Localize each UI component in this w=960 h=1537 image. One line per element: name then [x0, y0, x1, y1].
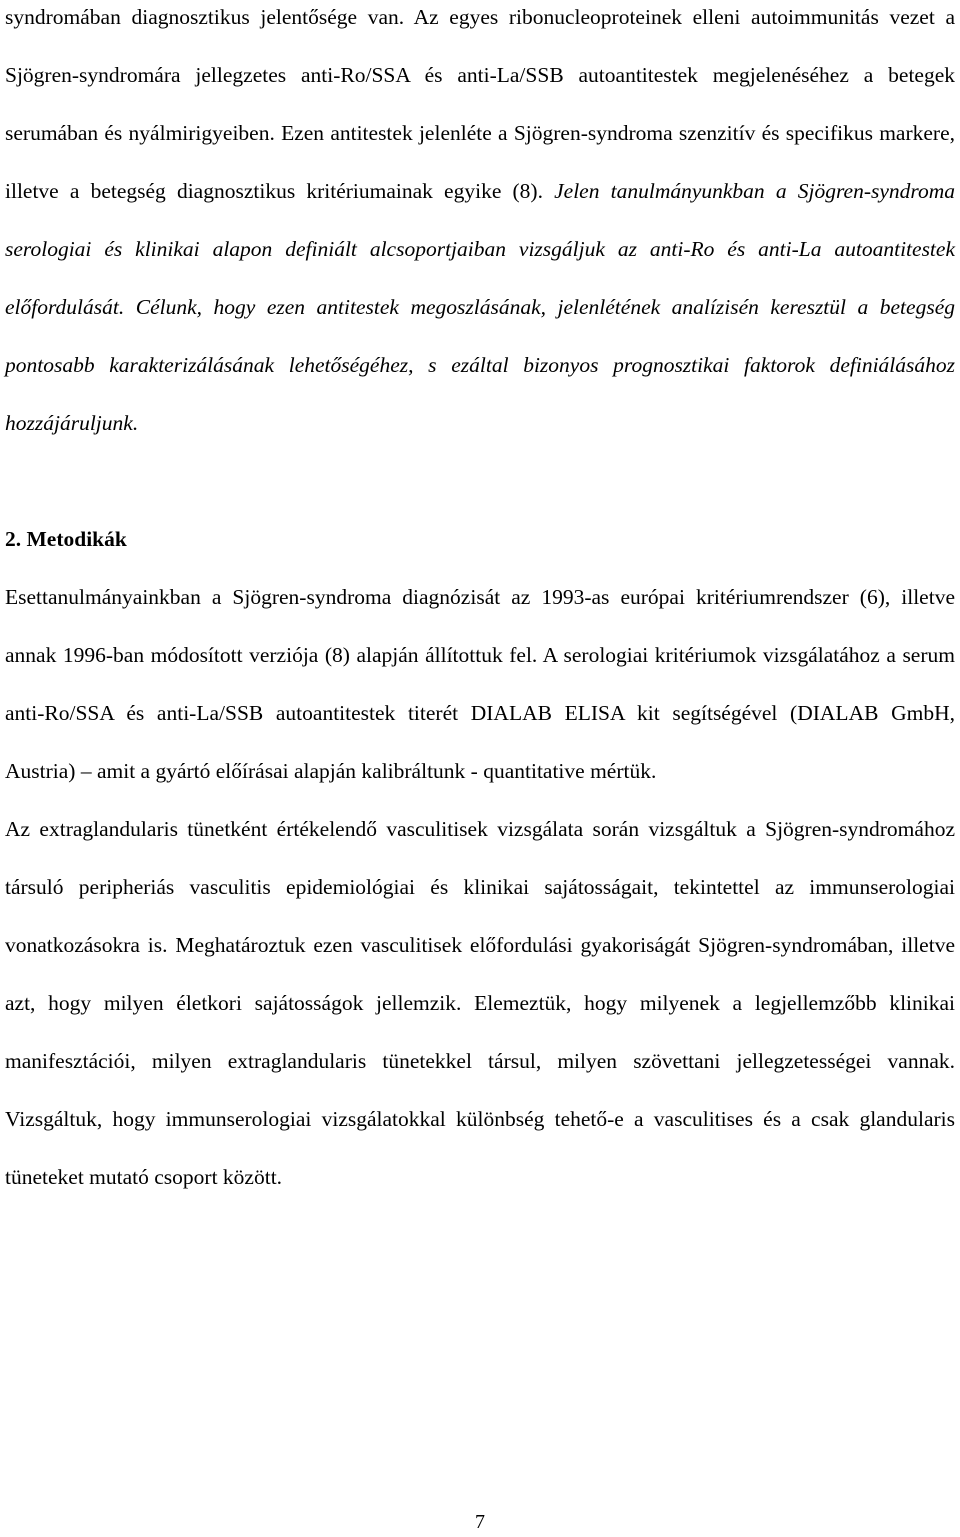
document-page [5, 0, 955, 1206]
intro-italic-text: Jelen tanulmányunkban a Sjögren-syndroma serologiai és klinikai alapon definiált alcsoportjaiban vizsgáljuk az anti-Ro és anti-La autoantitestek előfordulását. Célunk, hogy ezen antitestek megoszlásának, jelenlétének analízisén keresztül a betegség pontosabb karakterizálásának lehetőségéhez, s ezáltal bizonyos prognosztikai faktorok definiálásához hozzájáruljunk. [5, 179, 955, 435]
intro-paragraph [5, 0, 955, 452]
page-number: 7 [475, 1511, 485, 1533]
methods-paragraph-1: Esettanulmányainkban a Sjögren-syndroma diagnózisát az 1993-as európai kritériumrendszer (6), illetve annak 1996-ban módosított verziója (8) alapján állítottuk fel. A serologiai kritériumok vizsgálatához a serum anti-Ro/SSA és anti-La/SSB autoantitestek titerét DIALAB ELISA kit segítségével (DIALAB GmbH, Austria) – amit a gyártó előírásai alapján kalibráltunk - quantitative mértük. [5, 585, 955, 783]
section-heading: 2. Metodikák [5, 527, 127, 551]
intro-text: syndromában diagnosztikus jelentősége van. Az egyes ribonucleoproteinek elleni autoimmunitás vezet a Sjögren-syndromára jellegzetes anti-Ro/SSA és anti-La/SSB autoantitestek megjelenéséhez a betegek serumában és nyálmirigyeiben. Ezen antitestek jelenléte a Sjögren-syndroma szenzitív és specifikus markere, illetve a betegség diagnosztikus kritériumainak egyike (8). [5, 5, 955, 203]
methods-paragraph-2: Az extraglandularis tünetként értékelendő vasculitisek vizsgálata során vizsgáltuk a Sjögren-syndromához társuló peripheriás vasculitis epidemiológiai és klinikai sajátosságait, tekintettel az immunserologiai vonatkozásokra is. Meghatároztuk ezen vasculitisek előfordulási gyakoriságát Sjögren-syndromában, illetve azt, hogy milyen életkori sajátosságok jellemzik. Elemeztük, hogy milyenek a legjellemzőbb klinikai manifesztációi, milyen extraglandularis tünetekkel társul, milyen szövettani jellegzetességei vannak. Vizsgáltuk, hogy immunserologiai vizsgálatokkal különbség tehető-e a vasculitises és a csak glandularis tüneteket mutató csoport között. [5, 817, 955, 1189]
